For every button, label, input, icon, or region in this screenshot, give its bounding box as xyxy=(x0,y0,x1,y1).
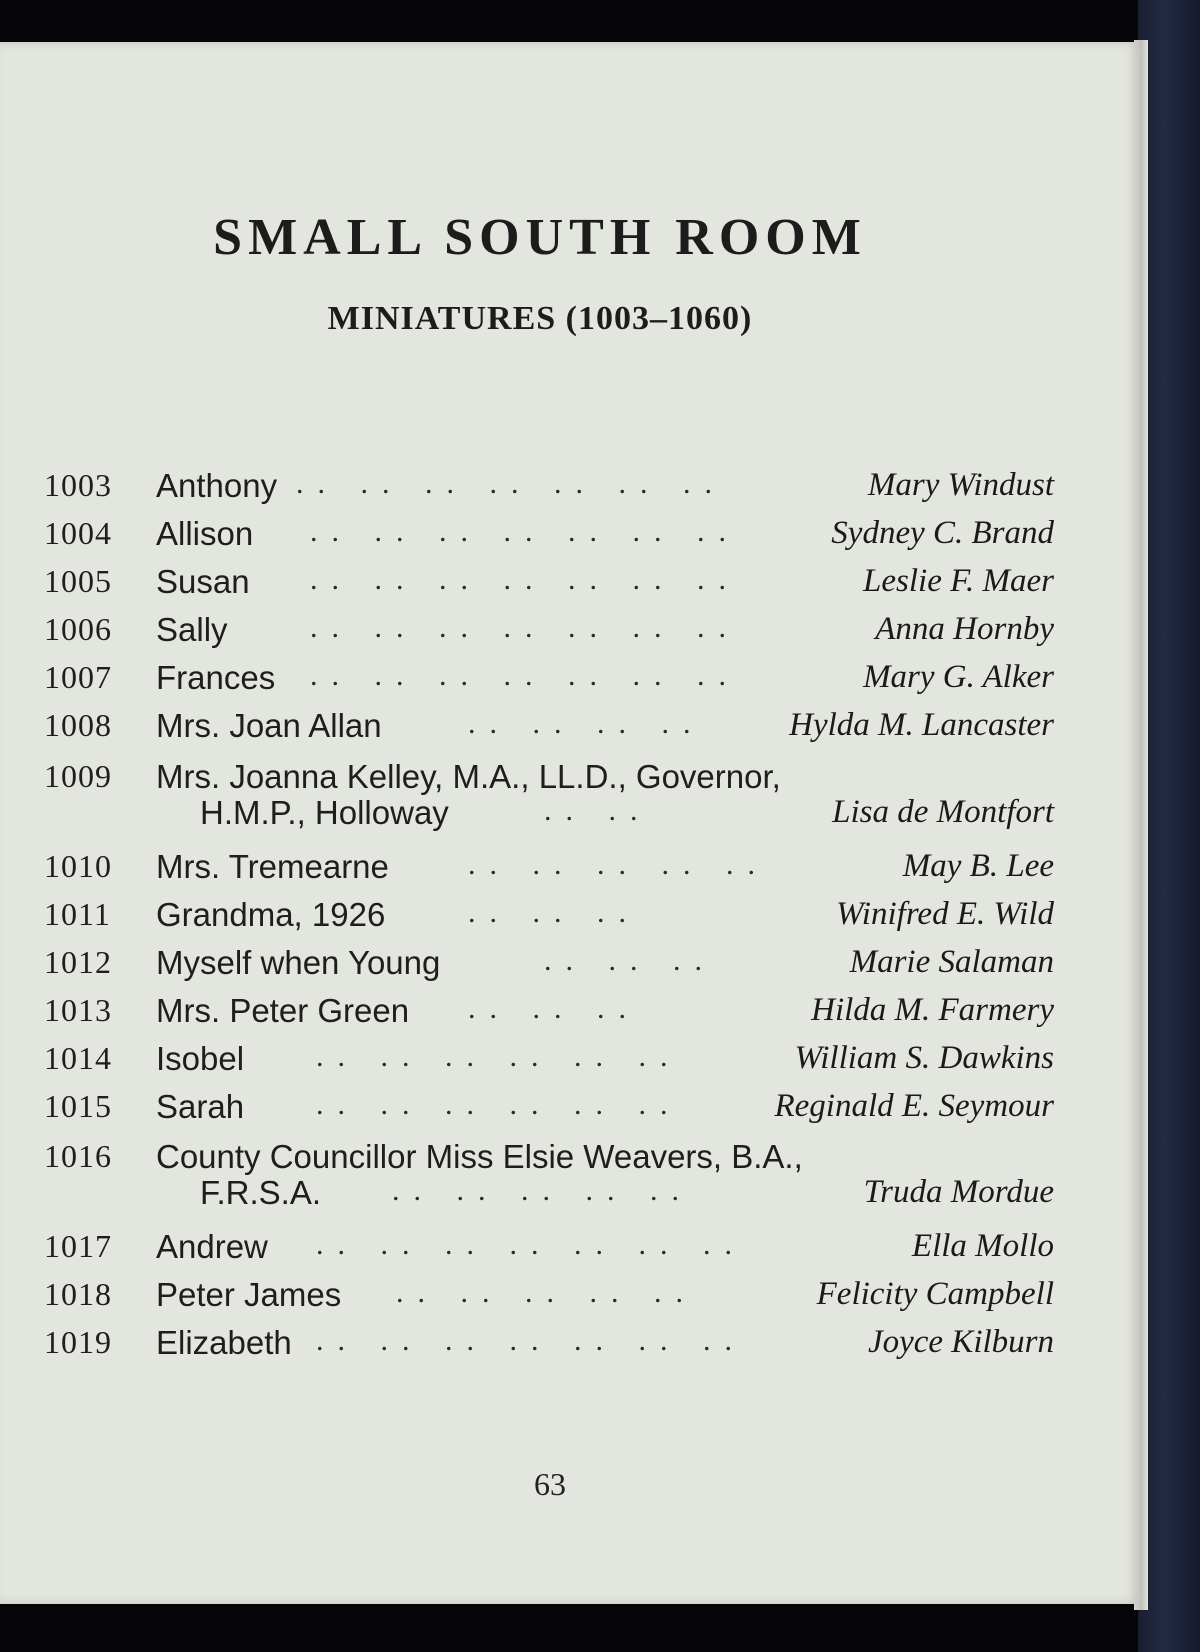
entry-artist: May B. Lee xyxy=(902,848,1054,884)
catalogue-entry xyxy=(44,1228,1054,1272)
entry-artist: Ella Mollo xyxy=(911,1228,1054,1264)
leader-dots: .. .. .. .. .. .. .. xyxy=(310,515,740,548)
catalogue-entry xyxy=(44,1324,1054,1368)
leader-dots: .. .. .. xyxy=(544,944,716,977)
catalogue-entry xyxy=(44,1088,1054,1132)
entry-number: 1019 xyxy=(44,1324,112,1360)
entry-title: Mrs. Joan Allan xyxy=(156,707,382,744)
entry-title: County Councillor Miss Elsie Weavers, B.A., xyxy=(156,1138,803,1175)
catalogue-entry xyxy=(44,659,1054,703)
entry-number: 1003 xyxy=(44,467,112,503)
entry-number: 1015 xyxy=(44,1088,112,1124)
entry-title-continued: F.R.S.A. xyxy=(200,1174,322,1211)
entry-number: 1013 xyxy=(44,992,112,1028)
entry-artist: Anna Hornby xyxy=(875,611,1054,647)
entry-artist: Truda Mordue xyxy=(863,1174,1054,1210)
catalogue-entry xyxy=(44,848,1054,892)
entry-artist: Reginald E. Seymour xyxy=(774,1088,1054,1124)
leader-dots: .. .. .. .. .. .. .. xyxy=(316,1228,746,1261)
entry-number: 1017 xyxy=(44,1228,112,1264)
leader-dots: .. .. .. .. .. .. xyxy=(316,1088,682,1121)
entry-artist: Winifred E. Wild xyxy=(836,896,1054,932)
entry-number: 1004 xyxy=(44,515,112,551)
entry-artist: Hilda M. Farmery xyxy=(811,992,1054,1028)
leader-dots: .. .. .. .. .. .. .. xyxy=(296,467,726,500)
entry-title: Anthony xyxy=(156,467,278,504)
entry-number: 1016 xyxy=(44,1138,112,1174)
leader-dots: .. .. .. .. .. xyxy=(396,1276,697,1309)
leader-dots: .. .. .. xyxy=(468,896,640,929)
entry-title: Allison xyxy=(156,515,254,552)
catalogue-entry xyxy=(44,563,1054,607)
catalogue-entry xyxy=(44,611,1054,655)
entry-title: Mrs. Joanna Kelley, M.A., LL.D., Governor, xyxy=(156,758,781,795)
catalogue-page xyxy=(0,42,1140,1604)
entry-title: Peter James xyxy=(156,1276,342,1313)
entry-artist: Joyce Kilburn xyxy=(867,1324,1054,1360)
entry-title: Myself when Young xyxy=(156,944,441,981)
entry-number: 1018 xyxy=(44,1276,112,1312)
entry-title: Frances xyxy=(156,659,276,696)
entry-artist: Felicity Campbell xyxy=(816,1276,1054,1312)
entry-number: 1006 xyxy=(44,611,112,647)
catalogue-entry xyxy=(44,515,1054,559)
leader-dots: .. .. .. .. .. .. .. xyxy=(310,611,740,644)
catalogue-entry xyxy=(44,1276,1054,1320)
page-number: 63 xyxy=(534,1466,566,1502)
entry-title: Sarah xyxy=(156,1088,245,1125)
leader-dots: .. .. .. .. .. xyxy=(468,848,769,881)
entry-number: 1010 xyxy=(44,848,112,884)
catalogue-entry xyxy=(44,707,1054,751)
entry-title: Mrs. Tremearne xyxy=(156,848,389,885)
scan-frame-top xyxy=(0,0,1200,42)
entry-number: 1012 xyxy=(44,944,112,980)
catalogue-entry xyxy=(44,896,1054,940)
room-title: SMALL SOUTH ROOM xyxy=(213,209,867,266)
entry-artist: Marie Salaman xyxy=(849,944,1054,980)
leader-dots: .. .. .. .. .. .. .. xyxy=(310,659,740,692)
entry-title: Isobel xyxy=(156,1040,245,1077)
catalogue-entry xyxy=(44,467,1054,511)
leader-dots: .. .. .. .. .. xyxy=(392,1174,693,1207)
entry-number: 1007 xyxy=(44,659,112,695)
entry-title: Andrew xyxy=(156,1228,268,1265)
leader-dots: .. .. .. .. .. .. .. xyxy=(316,1324,746,1357)
catalogue-entry xyxy=(44,944,1054,988)
entry-number: 1014 xyxy=(44,1040,112,1076)
leader-dots: .. .. .. xyxy=(468,992,640,1025)
catalogue-entry xyxy=(44,1138,1054,1218)
catalogue-entry xyxy=(44,758,1054,838)
entry-title: Sally xyxy=(156,611,228,648)
leader-dots: .. .. .. .. .. .. .. xyxy=(310,563,740,596)
entry-title: Susan xyxy=(156,563,250,600)
entry-artist: Mary Windust xyxy=(867,467,1054,503)
entry-artist: Leslie F. Maer xyxy=(863,563,1054,599)
leader-dots: .. .. .. .. xyxy=(468,707,705,740)
entry-number: 1005 xyxy=(44,563,112,599)
catalogue-entry xyxy=(44,992,1054,1036)
entry-artist: Sydney C. Brand xyxy=(831,515,1054,551)
leader-dots: .. .. .. .. .. .. xyxy=(316,1040,682,1073)
entry-artist: William S. Dawkins xyxy=(794,1040,1054,1076)
entry-artist: Lisa de Montfort xyxy=(832,794,1054,830)
entry-artist: Mary G. Alker xyxy=(863,659,1054,695)
catalogue-entry xyxy=(44,1040,1054,1084)
entry-title: Mrs. Peter Green xyxy=(156,992,410,1029)
entry-number: 1009 xyxy=(44,758,112,794)
entry-number: 1011 xyxy=(44,896,111,932)
leader-dots: .. .. xyxy=(544,794,652,827)
section-title: MINIATURES (1003–1060) xyxy=(327,300,753,337)
entry-title: Elizabeth xyxy=(156,1324,292,1361)
entry-number: 1008 xyxy=(44,707,112,743)
entry-title: Grandma, 1926 xyxy=(156,896,386,933)
entry-artist: Hylda M. Lancaster xyxy=(789,707,1054,743)
entry-title-continued: H.M.P., Holloway xyxy=(200,794,449,831)
